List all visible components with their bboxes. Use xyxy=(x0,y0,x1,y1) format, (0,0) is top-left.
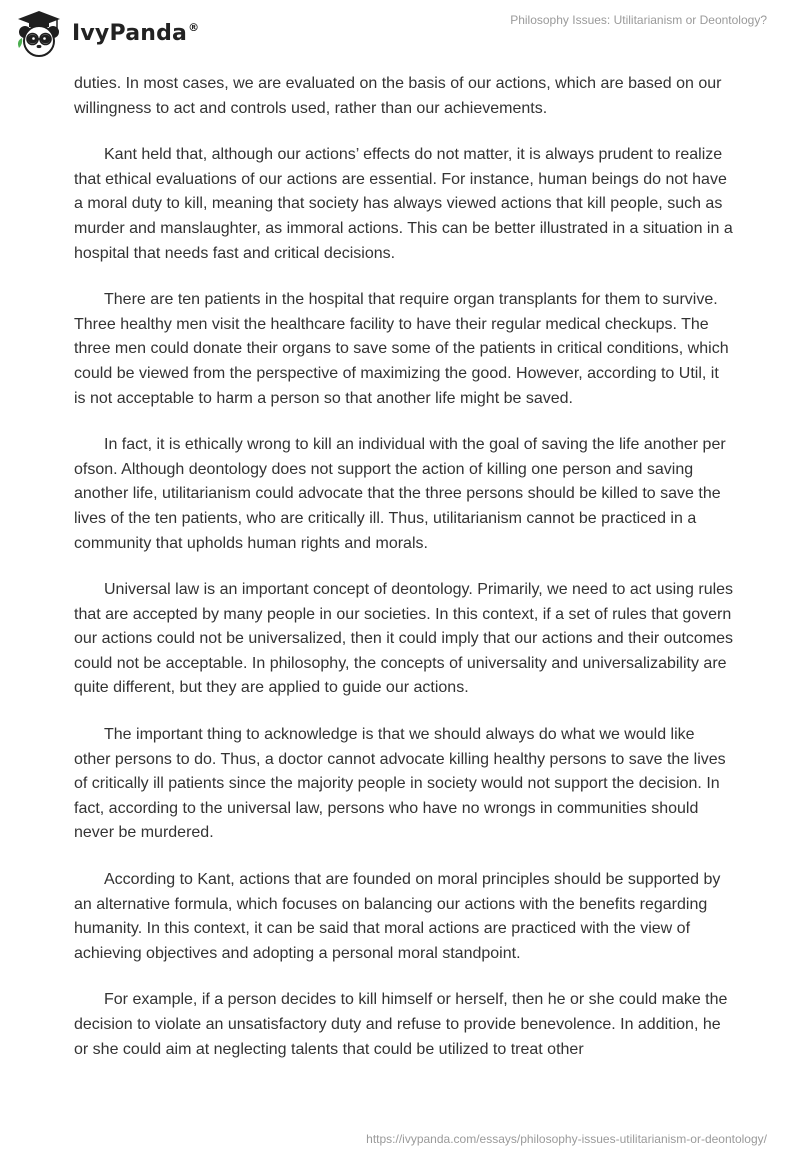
paragraph: There are ten patients in the hospital that require organ transplants for them to survive. Three healthy men visit the healthcare facility to have their regular medical checkups. The three men could donate their organs to save some of the patients in critical conditions, which could be viewed from the perspective of maximizing the good. However, according to Util, it is not acceptable to harm a person so that another life might be saved. xyxy=(74,291,729,407)
paragraph: The important thing to acknowledge is that we should always do what we would like other persons to do. Thus, a doctor cannot advocate killing healthy persons to save the lives of critically ill patients since the majority people in society would not support the decision. In fact, according to the universal law, persons who have no wrongs in communities should never be murdered. xyxy=(74,726,726,842)
ivypanda-logo[interactable] xyxy=(14,8,199,58)
paragraph: duties. In most cases, we are evaluated on the basis of our actions, which are based on our willingness to act and controls used, rather than our achievements. xyxy=(74,75,722,117)
registered-mark: ® xyxy=(188,21,200,35)
panda-graduate-icon xyxy=(14,8,64,58)
paragraph: In fact, it is ethically wrong to kill an individual with the goal of saving the life another per ofson. Although deontology does not support the action of killing one person and saving another life, utilitarianism could advocate that the three persons should be killed to save the lives of the ten patients, who are critically ill. Thus, utilitarianism cannot be practiced in a community that upholds human rights and morals. xyxy=(74,436,726,552)
paragraph: For example, if a person decides to kill himself or herself, then he or she could make the decision to violate an unsatisfactory duty and refuse to provide benevolence. In addition, he or she could aim at neglecting talents that could be utilized to treat other xyxy=(74,991,728,1058)
page-header xyxy=(0,0,800,70)
document-title: Philosophy Issues: Utilitarianism or Deontology? xyxy=(510,13,767,27)
source-url[interactable]: https://ivypanda.com/essays/philosophy-issues-utilitarianism-or-deontology/ xyxy=(366,1132,767,1146)
logo-text: IvyPanda xyxy=(72,20,188,46)
paragraph: According to Kant, actions that are founded on moral principles should be supported by an alternative formula, which focuses on balancing our actions with the benefits regarding humanity. In this context, it can be said that moral actions are practiced with the view of achieving objectives and adopting a personal moral standpoint. xyxy=(74,871,721,962)
logo-wordmark xyxy=(72,21,199,46)
essay-body xyxy=(74,72,734,1084)
paragraph: Universal law is an important concept of deontology. Primarily, we need to act using rules that are accepted by many people in our societies. In this context, if a set of rules that govern our actions could not be universalized, then it could imply that our actions and their outcomes could not be acceptable. In philosophy, the concepts of universality and universalizability are quite different, but they are applied to guide our actions. xyxy=(74,581,734,697)
paragraph: Kant held that, although our actions’ effects do not matter, it is always prudent to realize that ethical evaluations of our actions are essential. For instance, human beings do not have a moral duty to kill, meaning that society has always viewed actions that kill people, such as murder and manslaughter, as immoral actions. This can be better illustrated in a situation in a hospital that needs fast and critical decisions. xyxy=(74,146,733,262)
